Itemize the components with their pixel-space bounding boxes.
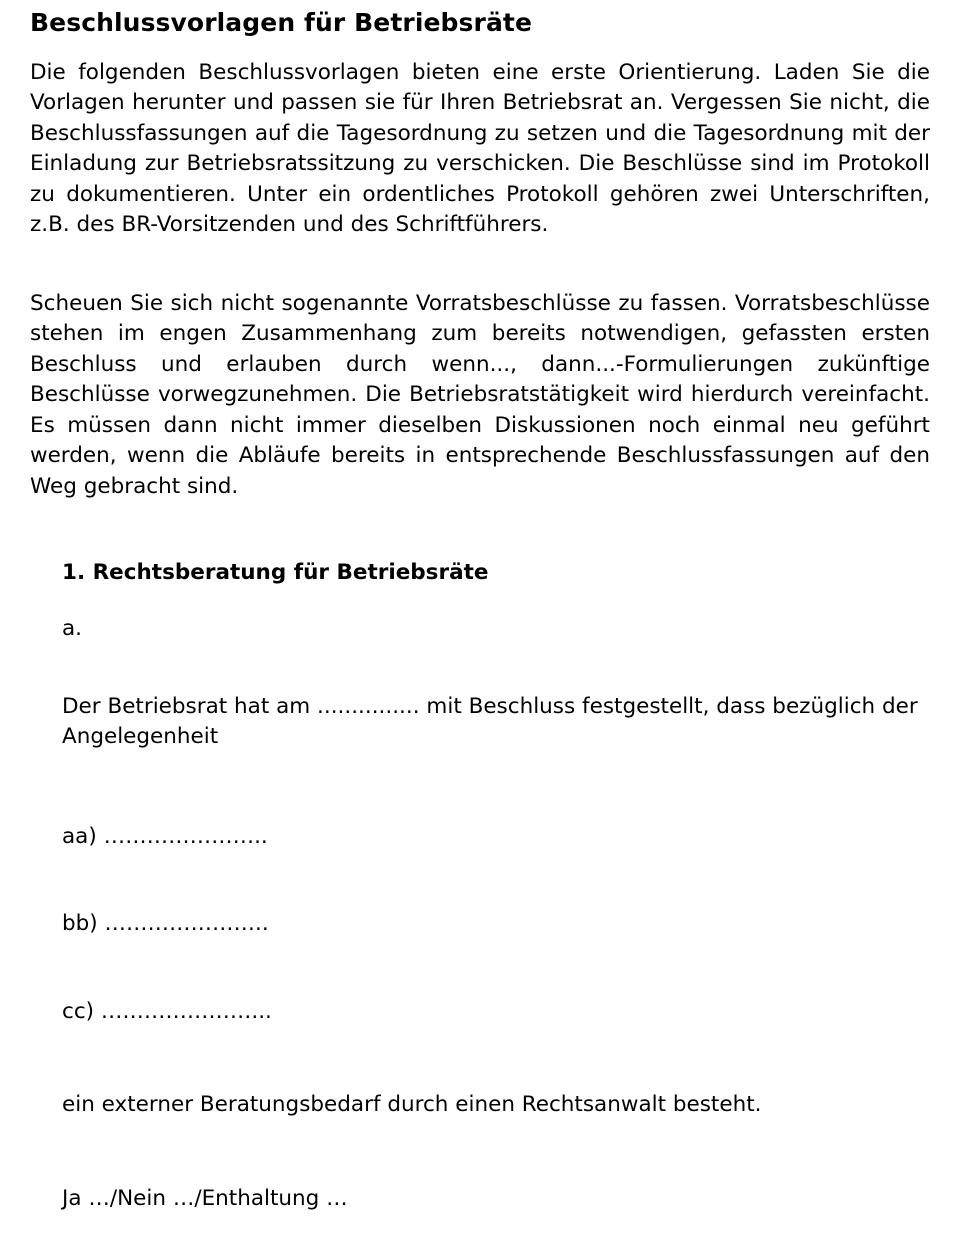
- list-spacer-2: [30, 961, 930, 975]
- sub-item-label-a: a.: [62, 616, 83, 642]
- resolution-spacer: [30, 774, 930, 800]
- list-item: aa) …………………..: [62, 823, 268, 849]
- page-title: Beschlussvorlagen für Betriebsräte: [30, 8, 533, 37]
- closing-spacer: [30, 1142, 930, 1162]
- list-end-spacer: [30, 1049, 930, 1069]
- heading-spacer: [30, 588, 930, 614]
- paragraph-spacer: [30, 241, 930, 289]
- resolution-text: Der Betriebsrat hat am ............... mit Beschluss festgestellt, dass bezüglich der Angelegenheit: [62, 693, 918, 750]
- list-item: cc) …………………...: [62, 998, 272, 1024]
- sub-item-spacer: [30, 644, 930, 670]
- intro-paragraph: Die folgenden Beschlussvorlagen bieten eine erste Orientierung. Laden Sie die Vorlagen herunter und passen sie für Ihren Betriebsrat an. Vergessen Sie nicht, die Beschlussfassungen auf die Tagesordnung zu setzen und die Tagesordnung mit der Einladung zur Betriebsratssitzung zu verschicken. Die Beschlüsse sind im Protokoll zu dokumentieren. Unter ein ordentliches Protokoll gehören zwei Unterschriften, z.B. des BR-Vorsitzenden und des Schriftführers.: [30, 59, 930, 238]
- list-item: bb) …………………..: [62, 911, 269, 937]
- section-heading-rechtsberatung: 1. Rechtsberatung für Betriebsräte: [62, 560, 489, 586]
- section-spacer: [30, 510, 930, 558]
- list-spacer-1: [30, 874, 930, 888]
- closing-text: ein externer Beratungsbedarf durch einen Rechtsanwalt besteht.: [62, 1092, 762, 1118]
- second-paragraph: Scheuen Sie sich nicht sogenannte Vorratsbeschlüsse zu fassen. Vorratsbeschlüsse stehen im engen Zusammenhang zum bereits notwendigen, gefassten ersten Beschluss und erlauben durch wenn..., dann...-Formulierungen zukünftige Beschlüsse vorwegzunehmen. Die Betriebsratstätigkeit wird hierdurch vereinfacht. Es müssen dann nicht immer dieselben Diskussionen noch einmal neu geführt werden, wenn die Abläufe bereits in entsprechende Beschlussfassungen auf den Weg gebracht sind.: [30, 290, 930, 499]
- vote-options: Ja …/Nein …/Enthaltung …: [62, 1185, 348, 1211]
